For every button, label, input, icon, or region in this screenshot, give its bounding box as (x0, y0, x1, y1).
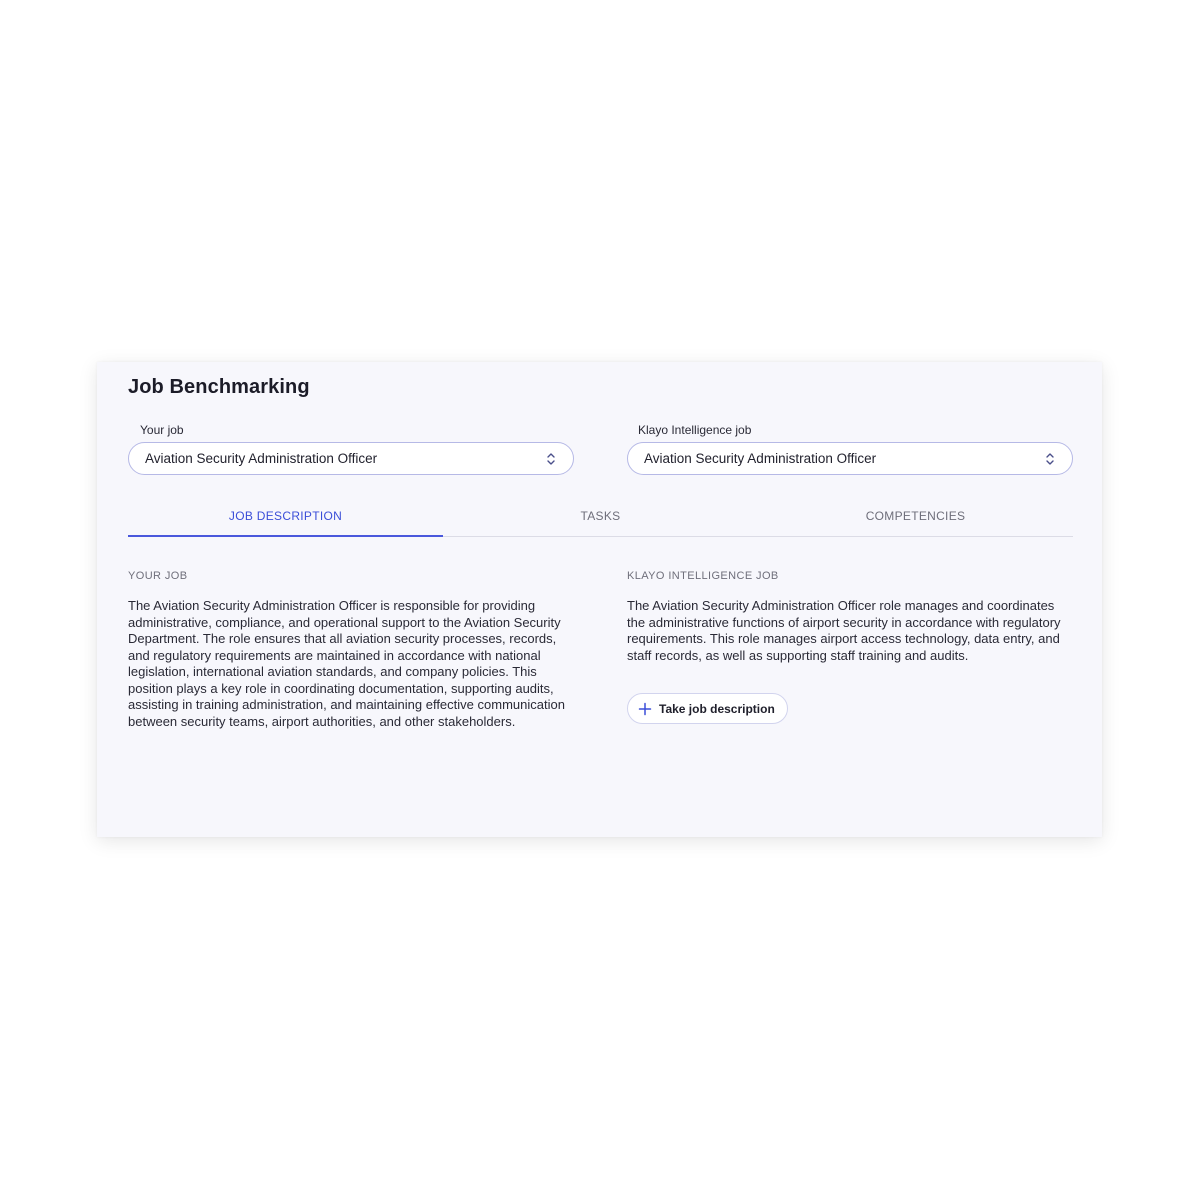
klayo-job-select-value: Aviation Security Administration Officer (644, 451, 877, 466)
job-benchmarking-card (97, 362, 1102, 837)
chevron-up-down-icon (545, 451, 557, 467)
klayo-job-select[interactable] (627, 442, 1073, 475)
chevron-up-down-icon (1044, 451, 1056, 467)
tab-bar (128, 500, 1073, 537)
your-job-select[interactable] (128, 442, 574, 475)
tab-job-description[interactable]: JOB DESCRIPTION (128, 500, 443, 536)
klayo-job-label: Klayo Intelligence job (638, 423, 752, 437)
take-job-description-button[interactable] (627, 693, 788, 724)
take-job-description-label: Take job description (659, 701, 775, 716)
your-job-heading: YOUR JOB (128, 570, 188, 582)
plus-icon (638, 702, 652, 716)
tab-competencies[interactable]: COMPETENCIES (865, 509, 966, 523)
klayo-job-description: The Aviation Security Administration Officer role manages and coordinates the administrative functions of airport security in accordance with regulatory requirements. This role manages airport access technology, data entry, and staff records, as well as supporting staff training and audits. (627, 598, 1061, 663)
your-job-label: Your job (140, 423, 184, 437)
your-job-description: The Aviation Security Administration Officer is responsible for providing administrative, compliance, and operational support to the Aviation Security Department. The role ensures that all aviation security processes, records, and regulatory requirements are maintained in accordance with national legislation, international aviation standards, and company policies. This position plays a key role in coordinating documentation, supporting audits, assisting in training administration, and maintaining effective communication between security teams, airport authorities, and other stakeholders. (128, 598, 565, 729)
page-title: Job Benchmarking (128, 376, 310, 398)
your-job-select-value: Aviation Security Administration Officer (145, 451, 378, 466)
tab-tasks[interactable]: TASKS (580, 509, 621, 523)
klayo-job-heading: KLAYO INTELLIGENCE JOB (627, 570, 779, 582)
